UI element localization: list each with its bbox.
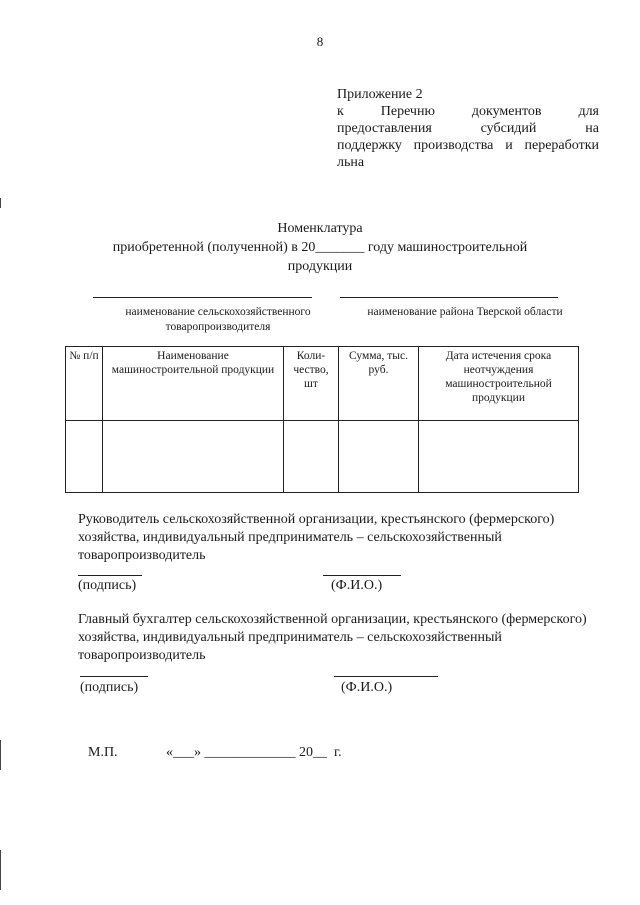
head-signature-text: Руководитель сельскохозяйственной организации, крестьянского (фермерского) хозяйства, индивидуальный предприниматель – сельскохозяйственный товаропроизводитель bbox=[78, 512, 555, 563]
accountant-name-line[interactable] bbox=[334, 676, 438, 677]
document-title bbox=[60, 219, 580, 276]
title-line: Номенклатура bbox=[277, 221, 363, 236]
table-cell[interactable] bbox=[284, 421, 339, 493]
accountant-signature-label: (подпись) bbox=[80, 680, 139, 695]
producer-name-line[interactable] bbox=[93, 297, 312, 298]
table-cell[interactable] bbox=[66, 421, 103, 493]
header-cell-date: Дата истечения срока неотчуждения машиностроительной продукции bbox=[419, 347, 579, 421]
appendix-line: к Перечню документов для bbox=[337, 104, 599, 119]
table-cell[interactable] bbox=[419, 421, 579, 493]
seal-place: М.П. bbox=[88, 745, 118, 760]
header-cell-quantity: Коли-чество, шт bbox=[284, 347, 339, 421]
head-name-line[interactable] bbox=[323, 575, 401, 576]
title-line: приобретенной (полученной) в 20_______ году машиностроительной bbox=[112, 240, 528, 255]
date-field[interactable]: «___» _____________ 20__ г. bbox=[166, 745, 342, 760]
appendix-line: льна bbox=[337, 155, 365, 170]
header-cell-product: Наименование машиностроительной продукции bbox=[103, 347, 284, 421]
appendix-title: Приложение 2 bbox=[337, 87, 423, 102]
table-row bbox=[66, 421, 579, 493]
head-signature-line[interactable] bbox=[78, 575, 142, 576]
appendix-block bbox=[337, 86, 599, 171]
scan-edge-mark bbox=[0, 198, 1, 208]
accountant-signature-line[interactable] bbox=[80, 676, 148, 677]
table-header-row bbox=[66, 347, 579, 421]
title-line: продукции bbox=[287, 259, 353, 274]
appendix-line: поддержку производства и переработки bbox=[337, 138, 599, 153]
district-caption: наименование района Тверской области bbox=[367, 306, 563, 318]
table-cell[interactable] bbox=[103, 421, 284, 493]
appendix-line: предоставления субсидий на bbox=[337, 121, 599, 136]
header-cell-number: № п/п bbox=[66, 347, 103, 421]
page-number: 8 bbox=[316, 34, 324, 49]
nomenclature-table bbox=[65, 346, 579, 493]
head-name-label: (Ф.И.О.) bbox=[331, 578, 383, 593]
header-cell-sum: Сумма, тыс. руб. bbox=[339, 347, 419, 421]
head-signature-label: (подпись) bbox=[78, 578, 137, 593]
scan-edge-mark bbox=[0, 850, 1, 890]
district-name-line[interactable] bbox=[340, 297, 558, 298]
table-cell[interactable] bbox=[339, 421, 419, 493]
accountant-signature-text: Главный бухгалтер сельскохозяйственной организации, крестьянского (фермерского) хозяйства, индивидуальный предприниматель – сельскохозяйственный товаропроизводитель bbox=[78, 612, 587, 663]
scan-edge-mark bbox=[0, 740, 1, 770]
producer-caption: наименование сельскохозяйственного товаропроизводителя bbox=[125, 306, 311, 333]
accountant-name-label: (Ф.И.О.) bbox=[341, 680, 393, 695]
